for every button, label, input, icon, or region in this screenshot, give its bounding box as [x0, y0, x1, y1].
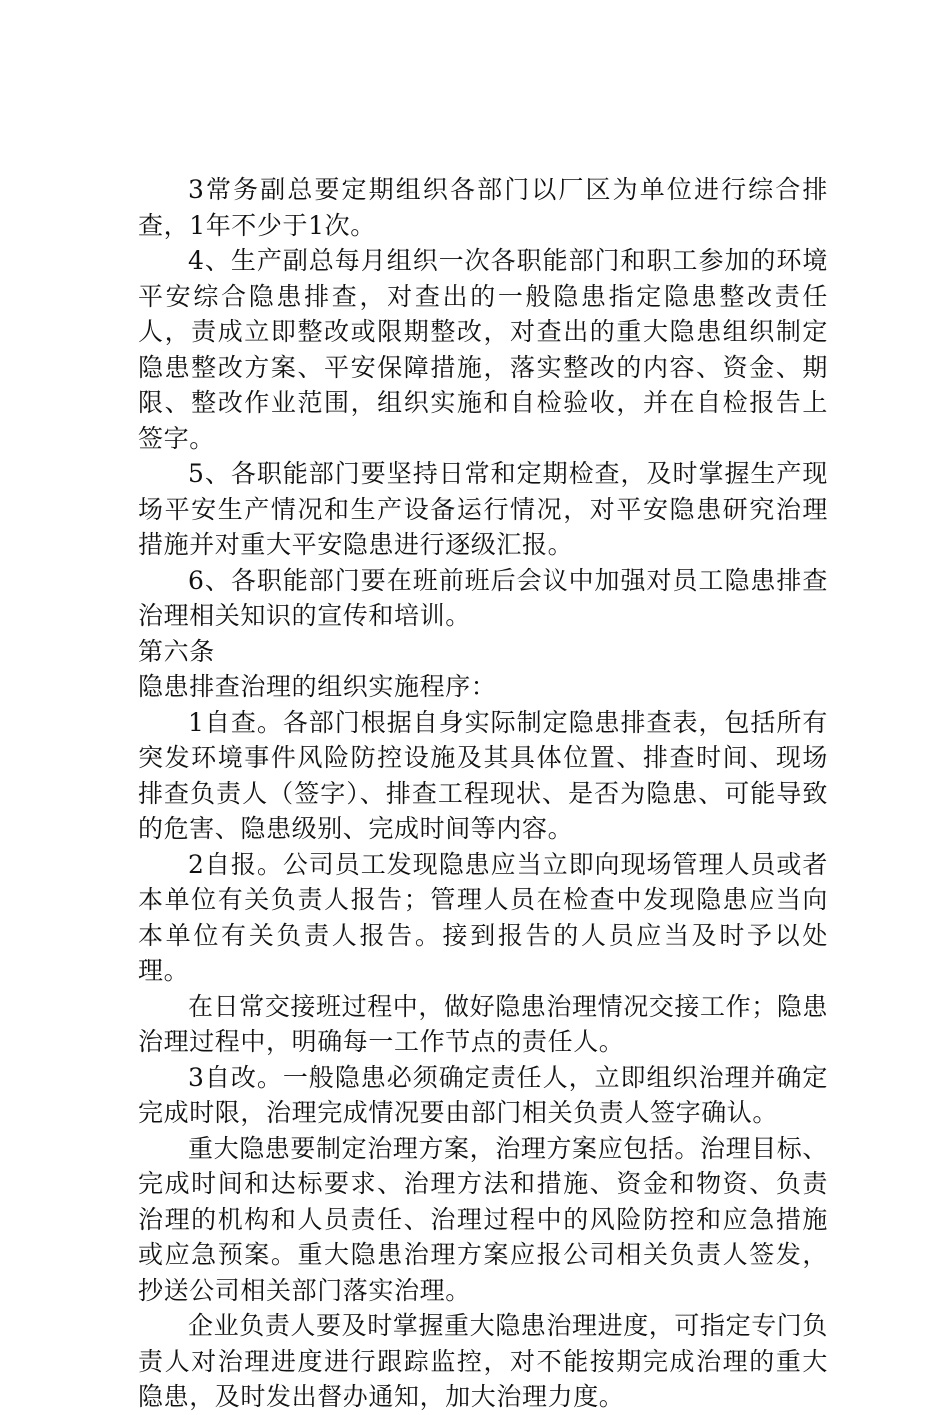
- paragraph-p4: 6、各职能部门要在班前班后会议中加强对员工隐患排查治理相关知识的宣传和培训。: [138, 565, 828, 630]
- article-heading: 第六条: [138, 636, 215, 666]
- section-subheading: 隐患排查治理的组织实施程序：: [138, 672, 497, 701]
- paragraph-p3: 5、各职能部门要坚持日常和定期检查，及时掌握生产现场平安生产情况和生产设备运行情况，对平安隐患研究治理措施并对重大平安隐患进行逐级汇报。: [138, 459, 828, 559]
- document-body: [138, 172, 828, 1415]
- paragraph-p1: 3常务副总要定期组织各部门以厂区为单位进行综合排查，1年不少于1次。: [138, 175, 828, 240]
- paragraph-p7: 1自查。各部门根据自身实际制定隐患排查表，包括所有突发环境事件风险防控设施及其具体位置、排查时间、现场排查负责人（签字）、排查工程现状、是否为隐患、可能导致的危害、隐患级别、完成时间等内容。: [138, 707, 828, 843]
- paragraph-p12: 企业负责人要及时掌握重大隐患治理进度，可指定专门负责人对治理进度进行跟踪监控，对不能按期完成治理的重大隐患，及时发出督办通知，加大治理力度。: [138, 1311, 829, 1411]
- paragraph-p10: 3自改。一般隐患必须确定责任人，立即组织治理并确定完成时限，治理完成情况要由部门相关负责人签字确认。: [138, 1062, 828, 1127]
- paragraph-p11: 重大隐患要制定治理方案，治理方案应包括。治理目标、完成时间和达标要求、治理方法和措施、资金和物资、负责治理的机构和人员责任、治理过程中的风险防控和应急措施或应急预案。重大隐患治理方案应报公司相关负责人签发，抄送公司相关部门落实治理。: [138, 1133, 829, 1305]
- paragraph-p9: 在日常交接班过程中，做好隐患治理情况交接工作；隐患治理过程中，明确每一工作节点的责任人。: [138, 991, 829, 1056]
- paragraph-p8: 2自报。公司员工发现隐患应当立即向现场管理人员或者本单位有关负责人报告；管理人员在检查中发现隐患应当向本单位有关负责人报告。接到报告的人员应当及时予以处理。: [138, 849, 828, 985]
- paragraph-p2: 4、生产副总每月组织一次各职能部门和职工参加的环境平安综合隐患排查，对查出的一般隐患指定隐患整改责任人，责成立即整改或限期整改，对查出的重大隐患组织制定隐患整改方案、平安保障措施，落实整改的内容、资金、期限、整改作业范围，组织实施和自检验收，并在自检报告上签字。: [138, 246, 828, 453]
